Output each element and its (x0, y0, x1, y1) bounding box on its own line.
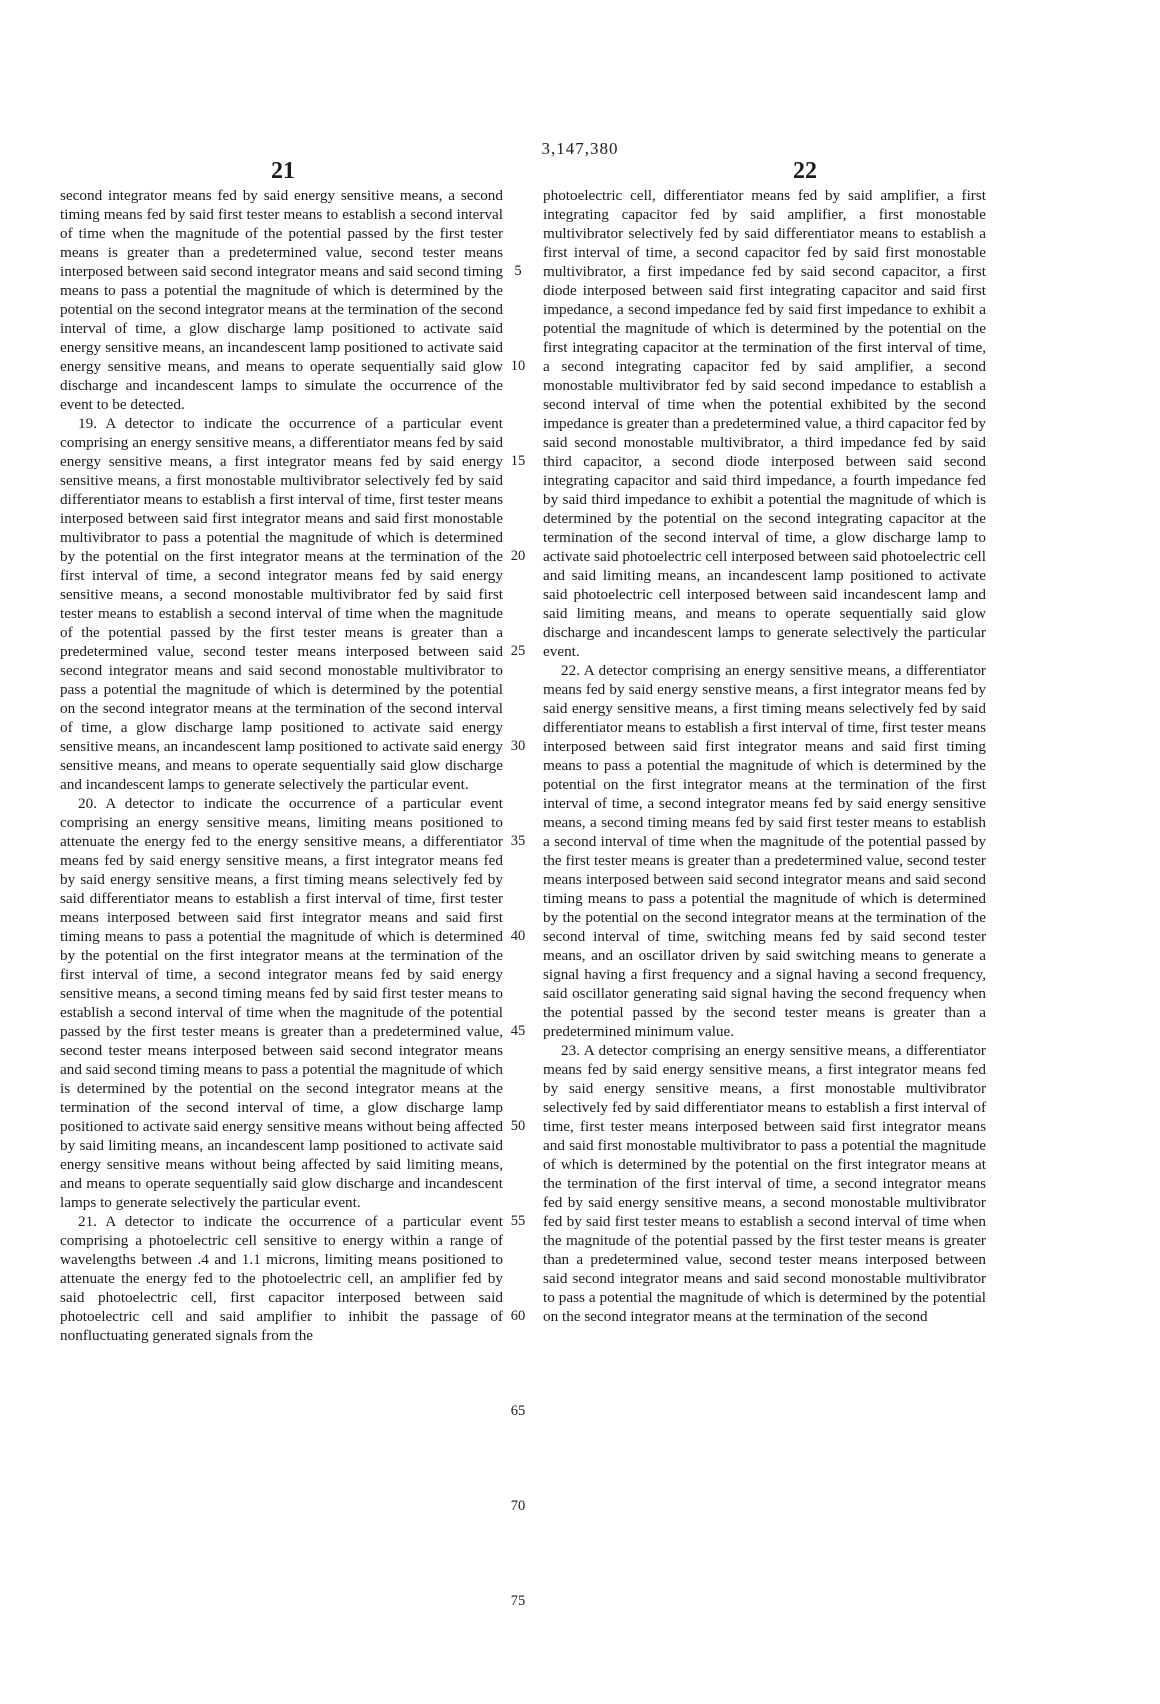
line-number: 5 (514, 263, 522, 279)
page-number-left: 21 (271, 158, 295, 184)
line-number: 70 (510, 1498, 526, 1514)
line-number: 30 (510, 738, 526, 754)
left-column (60, 186, 503, 1345)
claim-21-continuation: photoelectric cell, differentiator means fed by said amplifier, a first integrating capacitor fed by said amplifier, a first monostable multivibrator selectively fed by said differentiator means to establish a first interval of time, a second capacitor fed by said first monostable multivibrator, a first impedance fed by said second capacitor, a first diode interposed between said first integrating capacitor and said first impedance, a second impedance fed by said first impedance to exhibit a potential the magnitude of which is determined by the potential on the first integrating capacitor at the termination of the first interval of time, a second integrating capacitor fed by said amplifier, a second monostable multivibrator fed by said second impedance to establish a second interval of time when the potential exhibited by the second impedance is greater than a predetermined value, a third capacitor fed by said second monostable multivibrator, a third impedance fed by said third capacitor, a second diode interposed between said second integrating capacitor and said third impedance, a fourth impedance fed by said third impedance to exhibit a potential the magnitude of which is determined by the potential on the second integrating capacitor at the termination of the second interval of time, a glow discharge lamp to activate said photoelectric cell interposed between said photoelectric cell and said limiting means, an incandescent lamp positioned to activate said photoelectric cell interposed between said incandescent lamp and said limiting means, and means to operate sequentially said glow discharge and incandescent lamps to generate selectively the particular event. (543, 187, 986, 660)
right-column (543, 186, 986, 1326)
page-number-right: 22 (793, 158, 817, 184)
line-number: 25 (510, 643, 526, 659)
claim-21: 21. A detector to indicate the occurrence of a particular event comprising a photoelectric cell sensitive to energy within a range of wavelengths between .4 and 1.1 microns, limiting means positioned to attenuate the energy fed to the photoelectric cell, an amplifier fed by said photoelectric cell, first capacitor interposed between said photoelectric cell and said amplifier to inhibit the passage of nonfluctuating generated signals from the (60, 1213, 503, 1344)
line-number: 75 (510, 1593, 526, 1609)
claim-19: 19. A detector to indicate the occurrence of a particular event comprising an energy sensitive means, a differentiator means fed by said energy sensitive means, a first integrator means fed by said energy sensitive means, a first monostable multivibrator selectively fed by said differentiator means to establish a first interval of time, first tester means interposed between said first integrator means and said first monostable multivibrator to pass a potential the magnitude of which is determined by the potential on the first integrator means at the termination of the first interval of time, a second integrator means fed by said energy sensitive means, a second monostable multivibrator fed by said first tester means to establish a second interval of time when the magnitude of the potential passed by the first tester means is greater than a predetermined value, second tester means interposed between said second integrator means and said second monostable multivibrator to pass a potential the magnitude of which is determined by the potential on the second integrator means at the termination of the second interval of time, a glow discharge lamp positioned to activate said energy sensitive means, an incandescent lamp positioned to activate said energy sensitive means, and means to operate sequentially said glow discharge and incandescent lamps to generate selectively the particular event. (60, 415, 503, 793)
claim-continuation: second integrator means fed by said energy sensitive means, a second timing means fed by said first tester means to establish a second interval of time when the magnitude of the potential passed by the first tester means is greater than a predetermined value, second tester means interposed between said second integrator means and said second timing means to pass a potential the magnitude of which is determined by the potential on the second integrator means at the termination of the second interval of time, a glow discharge lamp positioned to activate said energy sensitive means, an incandescent lamp positioned to activate said energy sensitive means, and means to operate sequentially said glow discharge and incandescent lamps to simulate the occurrence of the event to be detected. (60, 187, 503, 413)
line-number: 35 (510, 833, 526, 849)
line-number: 60 (510, 1308, 526, 1324)
claim-23: 23. A detector comprising an energy sensitive means, a differentiator means fed by said energy sensitive means, a first integrator means fed by said energy sensitive means, a first monostable multivibrator selectively fed by said differentiator means to establish a first interval of time, first tester means interposed between said first integrator means and said first monostable multivibrator to pass a potential the magnitude of which is determined by the potential on the first integrator means at the termination of the first interval of time, a second integrator means fed by said energy sensitive means, a second monostable multivibrator fed by said first tester means to establish a second interval of time when the magnitude of the potential passed by the first tester means is greater than a predetermined value, second tester means interposed between said second integrator means and said second monostable multivibrator to pass a potential the magnitude of which is determined by the potential on the second integrator means at the termination of the second (543, 1042, 986, 1325)
line-number: 15 (510, 453, 526, 469)
patent-number: 3,147,380 (541, 139, 619, 158)
line-number: 10 (510, 358, 526, 374)
claim-22: 22. A detector comprising an energy sensitive means, a differentiator means fed by said energy senstive means, a first integrator means fed by said energy sensitive means, a first timing means selectively fed by said differentiator means to establish a first interval of time, first tester means interposed between said first integrator means and said first timing means to pass a potential the magnitude of which is determined by the potential on the first integrator means at the termination of the first interval of time, a second integrator means fed by said energy sensitive means, a second timing means fed by said first tester means to establish a second interval of time when the magnitude of the potential passed by the first tester means is greater than a predetermined value, second tester means interposed between said second integrator means and said second timing means to pass a potential the magnitude of which is determined by the potential on the second integrator means at the termination of the second interval of time, switching means fed by said second tester means, and an oscillator driven by said switching means to generate a signal having a first frequency and a signal having a second frequency, said oscillator generating said signal having the second frequency when the potential passed by the second tester means is greater than a predetermined minimum value. (543, 662, 986, 1040)
line-number: 20 (510, 548, 526, 564)
line-number: 40 (510, 928, 526, 944)
line-number: 45 (510, 1023, 526, 1039)
line-number: 55 (510, 1213, 526, 1229)
claim-20: 20. A detector to indicate the occurrence of a particular event comprising an energy sensitive means, limiting means positioned to attenuate the energy fed to the energy sensitive means, a differentiator means fed by said energy sensitive means, a first integrator means fed by said energy sensitive means, a first timing means selectively fed by said differentiator means to establish a first interval of time, first tester means interposed between said first integrator means and said first timing means to pass a potential the magnitude of which is determined by the potential on the first integrator means at the termination of the first interval of time, a second integrator means fed by said energy sensitive means, a second timing means fed by said first tester means to establish a second interval of time when the magnitude of the potential passed by the first tester means is greater than a predetermined value, second tester means interposed between said second integrator means and said second timing means to pass a potential the magnitude of which is determined by the potential on the second integrator means at the termination of the second interval of time, a glow discharge lamp positioned to activate said energy sensitive means without being affected by said limiting means, an incandescent lamp positioned to activate said energy sensitive means without being affected by said limiting means, and means to operate sequentially said glow discharge and incandescent lamps to generate selectively the particular event. (60, 795, 503, 1211)
line-number: 65 (510, 1403, 526, 1419)
line-number: 50 (510, 1118, 526, 1134)
